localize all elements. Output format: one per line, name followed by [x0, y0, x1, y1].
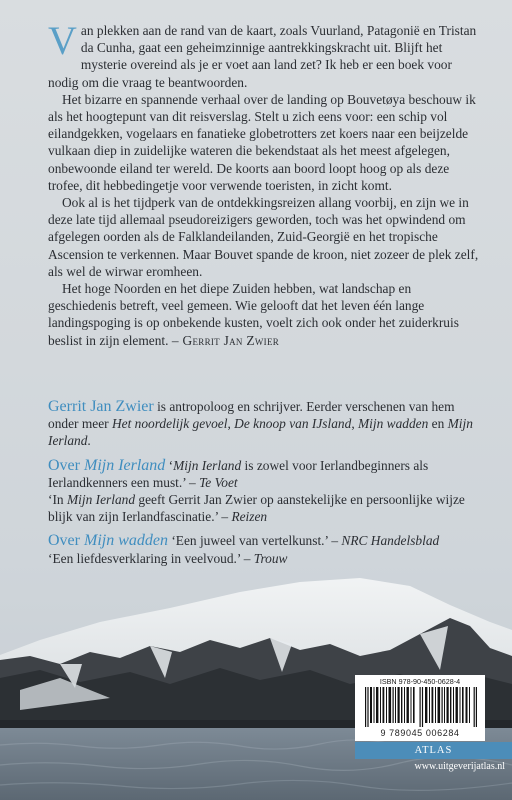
review-source: Te Voet: [199, 474, 238, 490]
author-bio: Gerrit Jan Zwier is antropoloog en schrijver. Eerder verschenen van hem onder meer Het noordelijk gevoel, De knoop van IJsland, Mijn wadden en Mijn Ierland.: [48, 398, 473, 449]
barcode-bars: [365, 687, 477, 727]
blurb-paragraph-2: Het bizarre en spannende verhaal over de landing op Bouvetøya beschouw ik als het hoogtepunt van dit reisverslag. Stelt u zich eens voor: een schip vol eilandgekken, vogelaars en fanatieke globetrotters zet koers naar een beijzelde vulkaan diep in zuidelijke wateren die bekendstaat als het meest afgelegen, onbewoonde eiland ter wereld. De koorts aan boord loopt hoog op als deze trofee, dit hebbedingetje voor verwende toeristen, in zicht komt.: [48, 91, 476, 193]
book-title: De knoop van IJsland: [234, 416, 352, 432]
publisher-url: www.uitgeverijatlas.nl: [414, 761, 505, 772]
review-ierland-2: ‘In Mijn Ierland geeft Gerrit Jan Zwier op aanstekelijke en persoonlijke wijze blijk van zijn Ierlandfascinatie.’ – Reizen: [48, 492, 465, 525]
review-source: Reizen: [231, 509, 268, 525]
review-heading-ierland: Over Mijn Ierland: [48, 456, 166, 474]
review-wadden-2: ‘Een liefdesverklaring in veelvoud.’ – Trouw: [48, 550, 288, 566]
isbn-text: ISBN 978-90-450-0628-4: [379, 677, 461, 686]
review-wadden-1: Over Mijn wadden ‘Een juweel van vertelkunst.’ – NRC Handelsblad: [48, 532, 440, 550]
review-source: NRC Handelsblad: [341, 533, 440, 549]
author-name: Gerrit Jan Zwier: [48, 398, 154, 415]
drop-cap: V: [48, 18, 77, 63]
review-heading-wadden: Over Mijn wadden: [48, 532, 168, 550]
book-title: Het noordelijk gevoel: [111, 416, 228, 432]
author-section: [48, 398, 480, 567]
blurb-paragraph-1: an plekken aan de rand van de kaart, zoals Vuurland, Patagonië en Tristan da Cunha, gaat een geheimzinnige aantrekkingskracht uit. Blijft het mysterie overeind als je er voet aan land zet? Ik heb er een boek voor nodig om die vraag te beantwoorden.: [48, 23, 477, 90]
blurb-paragraph-3: Ook al is het tijdperk van de ontdekkingsreizen allang voorbij, en zijn we in deze late tijd allemaal pseudoreizigers geworden, toch was het opwindend om afgelegen oorden als de Falklandeilanden, Zuid-Georgië en het tropische Ascension te verkennen. Maar Bouvet spande de kroon, niet zozeer de plek zelf, als wel de wirwar eromheen.: [48, 195, 479, 279]
publisher-band: ATLAS: [355, 742, 512, 759]
book-title: Mijn Ierland: [48, 416, 473, 449]
blurb-paragraph-4: Het hoge Noorden en het diepe Zuiden hebben, wat landschap en geschiedenis betreft, veel gemeen. Wie gelooft dat het leven één lange landingspoging is op onbekende kusten, voelt zich ook onder het zuiderkruis beslist in zijn element.: [48, 281, 459, 348]
review-ierland-1: Over Mijn Ierland ‘Mijn Ierland is zowel voor Ierlandbeginners als Ierlandkenners een must.’ – Te Voet: [48, 456, 429, 490]
blurb-signature: – Gerrit Jan Zwier: [171, 332, 280, 348]
isbn-number: 9 789045 006284: [380, 728, 460, 738]
blurb: [48, 18, 480, 349]
book-title: Mijn wadden: [358, 416, 429, 432]
barcode: [355, 675, 485, 741]
review-source: Trouw: [253, 550, 288, 566]
